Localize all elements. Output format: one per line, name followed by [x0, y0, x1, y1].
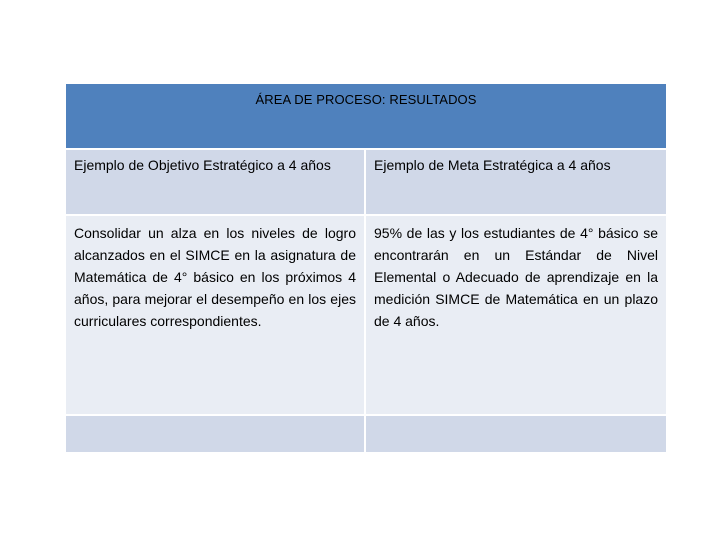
empty-cell-left	[66, 416, 366, 452]
column-header-goal: Ejemplo de Meta Estratégica a 4 años	[374, 157, 611, 173]
results-table	[66, 84, 666, 452]
empty-cell-right	[366, 416, 666, 452]
table-title: ÁREA DE PROCESO: RESULTADOS	[255, 92, 477, 107]
table-row	[66, 216, 666, 416]
column-header-objective: Ejemplo de Objetivo Estratégico a 4 años	[66, 150, 366, 214]
table-header	[66, 84, 666, 150]
column-headers-row	[66, 150, 666, 216]
table-row-empty	[66, 416, 666, 452]
objective-cell: Consolidar un alza en los niveles de logro alcanzados en el SIMCE en la asignatura de Matemática de 4° básico en los próximos 4 años, para mejorar el desempeño en los ejes curriculares correspondientes.	[66, 216, 366, 414]
goal-cell: 95% de las y los estudiantes de 4° básico se encontrarán en un Estándar de Nivel Elemental o Adecuado de aprendizaje en la medición SIMCE de Matemática en un plazo de 4 años.	[374, 225, 658, 329]
